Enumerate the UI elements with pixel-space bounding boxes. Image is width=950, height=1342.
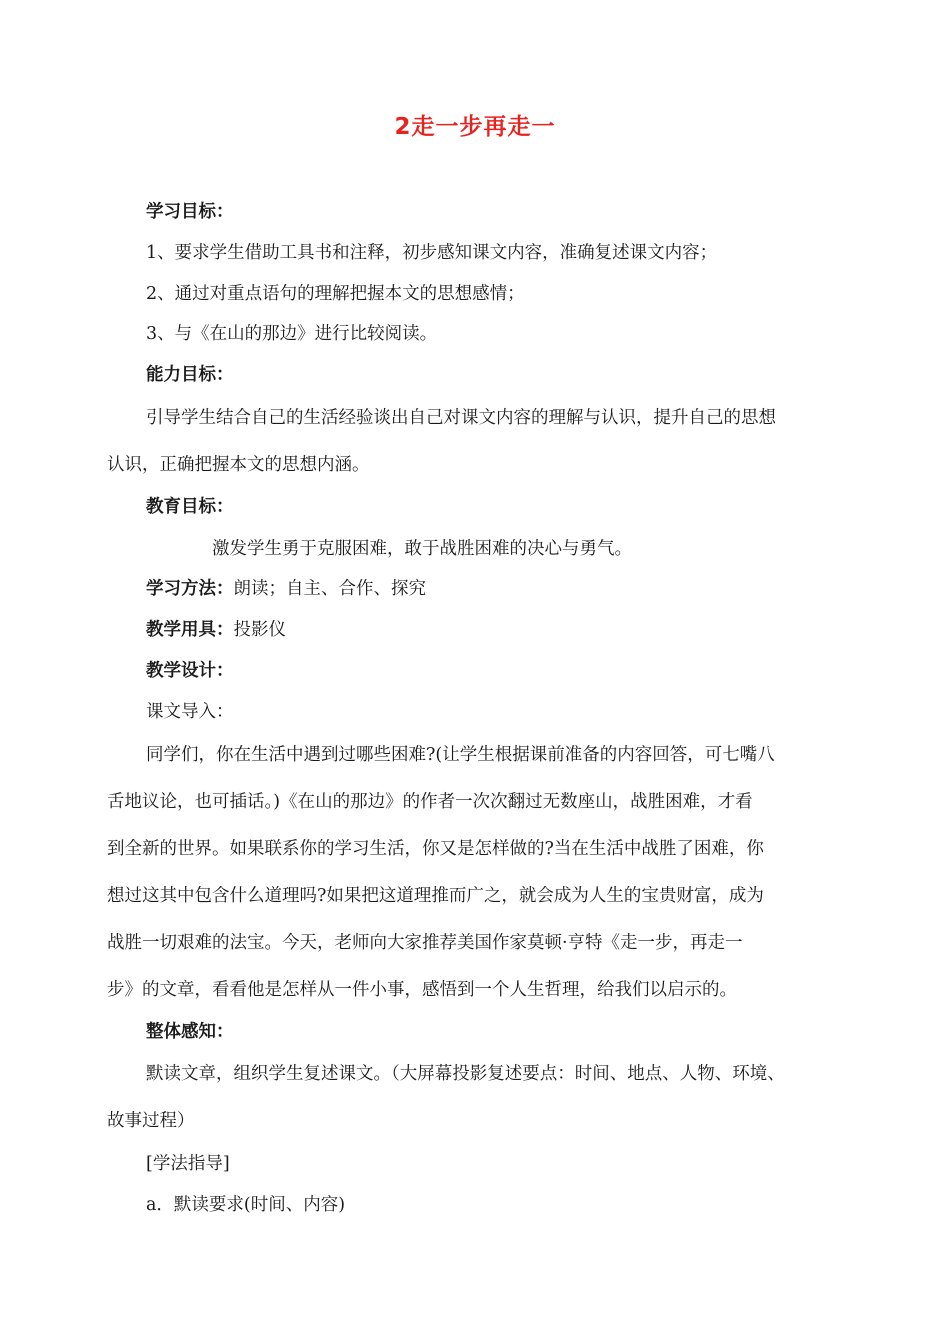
- study-method-guide-label: [学法指导]: [146, 1154, 230, 1174]
- learning-method-text: 朗读；自主、合作、探究: [233, 579, 426, 599]
- intro-paragraph-line-1: 同学们，你在生活中遇到过哪些困难?(让学生根据课前准备的内容回答，可七嘴八: [146, 745, 775, 765]
- overall-paragraph-line-2: 故事过程）: [107, 1111, 195, 1131]
- intro-paragraph-line-6: 步》的文章，看看他是怎样从一件小事，感悟到一个人生哲理，给我们以启示的。: [107, 980, 737, 1000]
- goal-item-1: 1、要求学生借助工具书和注释，初步感知课文内容，准确复述课文内容；: [146, 243, 718, 263]
- teaching-tools-label: 教学用具：: [146, 620, 234, 640]
- goal-item-3: 3、与《在山的那边》进行比较阅读。: [146, 324, 438, 344]
- document-title: 2走一步再走一: [394, 114, 556, 140]
- intro-paragraph-line-5: 战胜一切艰难的法宝。今天，老师向大家推荐美国作家莫顿·亨特《走一步，再走一: [107, 933, 743, 953]
- learning-goals-heading: 学习目标：: [146, 202, 234, 222]
- education-goals-text: 激发学生勇于克服困难，敢于战胜困难的决心与勇气。: [212, 539, 632, 559]
- intro-paragraph-line-3: 到全新的世界。如果联系你的学习生活，你又是怎样做的?当在生活中战胜了困难，你: [107, 839, 764, 859]
- learning-method-row: [146, 577, 426, 601]
- teaching-tools-text: 投影仪: [233, 620, 286, 640]
- intro-paragraph-line-2: 舌地议论，也可插话。)《在山的那边》的作者一次次翻过无数座山，战胜困难，才看: [107, 792, 753, 812]
- overall-perception-heading: 整体感知：: [146, 1022, 234, 1042]
- lesson-intro-label: 课文导入：: [146, 702, 234, 722]
- study-guide-item-a: a．默读要求(时间、内容): [146, 1195, 346, 1215]
- education-goals-heading: 教育目标：: [146, 497, 234, 517]
- learning-method-label: 学习方法：: [146, 579, 234, 599]
- teaching-design-heading: 教学设计：: [146, 661, 234, 681]
- ability-paragraph-line-1: 引导学生结合自己的生活经验谈出自己对课文内容的理解与认识，提升自己的思想: [146, 408, 776, 428]
- goal-item-2: 2、通过对重点语句的理解把握本文的思想感情；: [146, 284, 525, 304]
- overall-paragraph-line-1: 默读文章，组织学生复述课文。（大屏幕投影复述要点：时间、地点、人物、环境、: [146, 1064, 785, 1084]
- teaching-tools-row: [146, 618, 286, 642]
- intro-paragraph-line-4: 想过这其中包含什么道理吗?如果把这道理推而广之，就会成为人生的宝贵财富，成为: [107, 886, 764, 906]
- ability-paragraph-line-2: 认识，正确把握本文的思想内涵。: [107, 455, 370, 475]
- ability-goals-heading: 能力目标：: [146, 365, 234, 385]
